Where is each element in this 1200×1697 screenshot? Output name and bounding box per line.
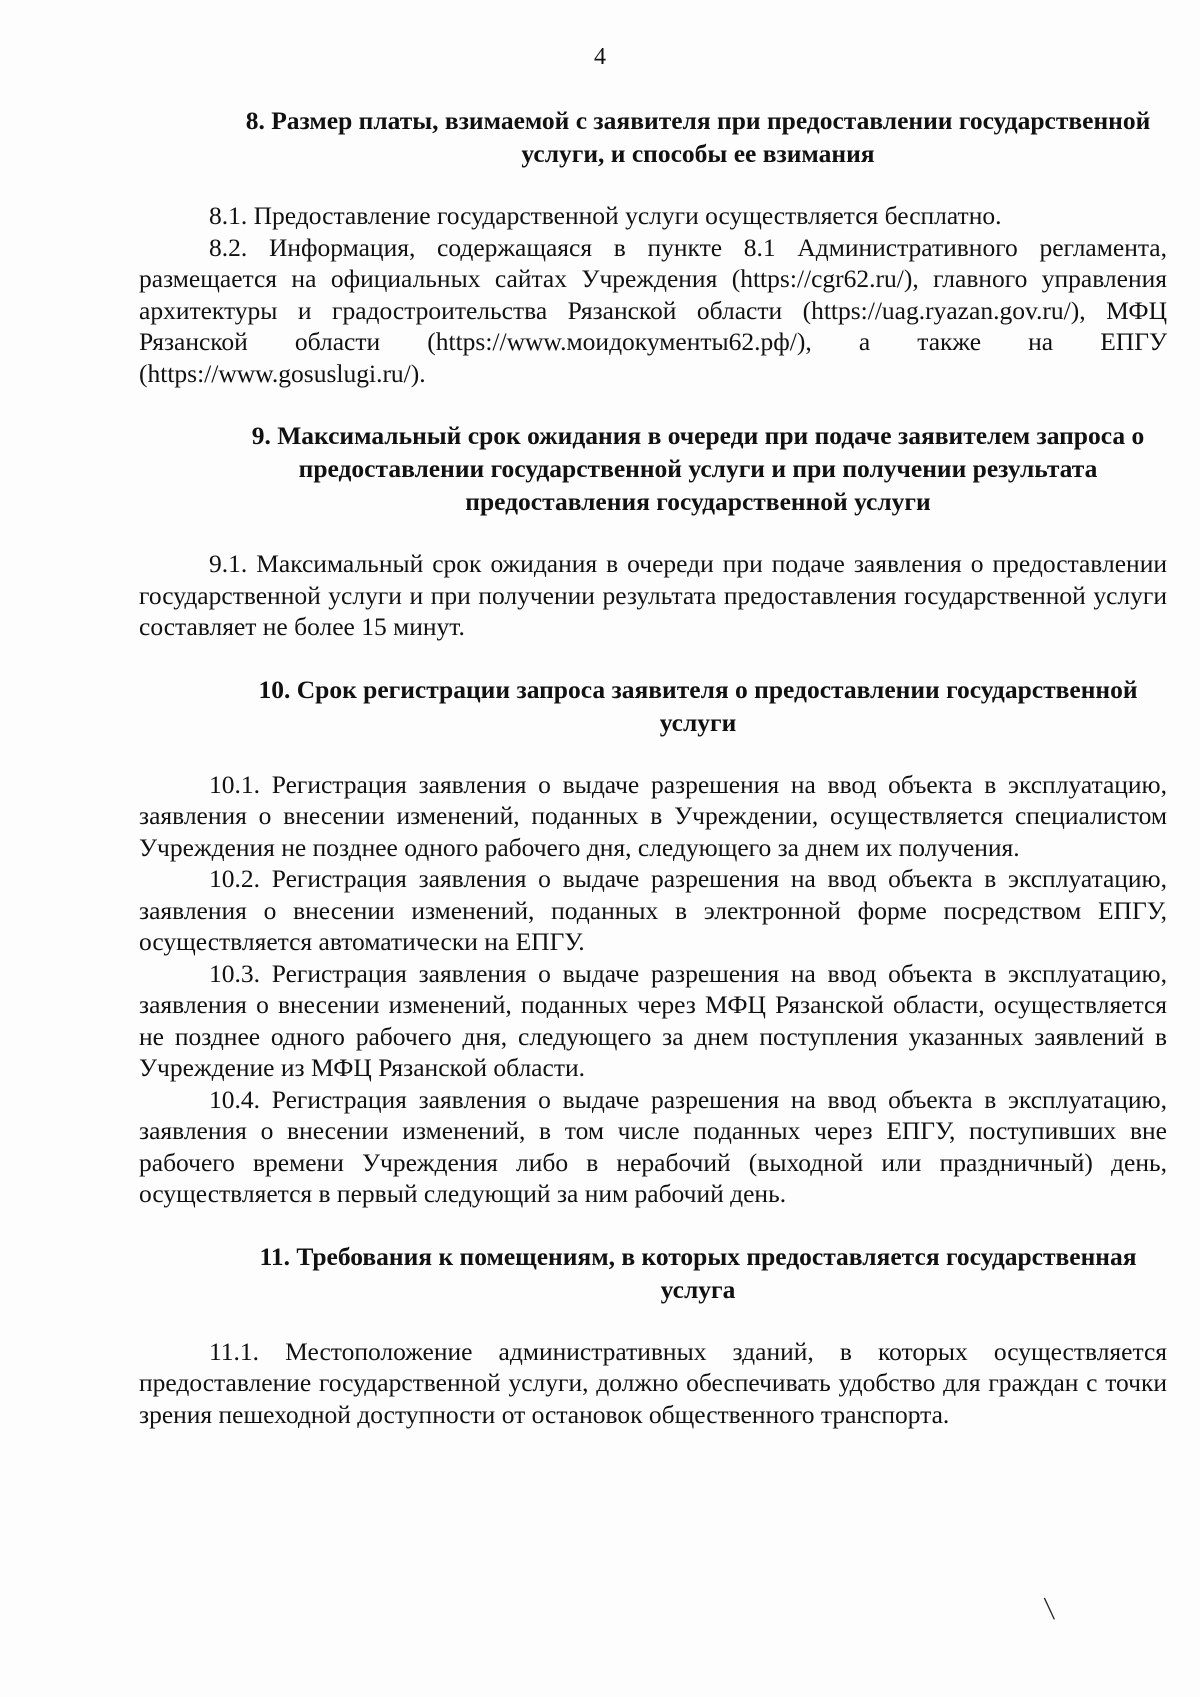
section-heading: 8. Размер платы, взимаемой с заявителя при предоставлении государственной услуги, и способы ее взимания — [245, 106, 1151, 168]
paragraph: 9.1. Максимальный срок ожидания в очереди при подаче заявления о предоставлении государственной услуги и при получении результата предоставления государственной услуги составляет не более 15 минут. — [139, 549, 1167, 641]
paragraph: 10.1. Регистрация заявления о выдаче разрешения на ввод объекта в эксплуатацию, заявления о внесении изменений, поданных в Учреждении, осуществляется специалистом Учреждения не позднее одного рабочего дня, следующего за днем их получения. — [139, 769, 1167, 862]
paragraph: 10.3. Регистрация заявления о выдаче разрешения на ввод объекта в эксплуатацию, заявления о внесении изменений, поданных через МФЦ Рязанской области, осуществляется не позднее одного рабочего дня, следующего за днем поступления указанных заявлений в Учреждение из МФЦ Рязанской области. — [139, 958, 1167, 1082]
document-body — [139, 104, 1167, 1430]
section-11 — [139, 1240, 1167, 1431]
section-8 — [139, 104, 1167, 389]
section-heading: 10. Срок регистрации запроса заявителя о предоставлении государственной услуги — [258, 674, 1138, 737]
section-10 — [139, 673, 1167, 1210]
paragraph: 8.1. Предоставление государственной услуги осуществляется бесплатно. — [209, 201, 1002, 230]
paragraph: 11.1. Местоположение административных зданий, в которых осуществляется предоставление государственной услуги, должно обеспечивать удобство для граждан с точки зрения пешеходной доступности от остановок общественного транспорта. — [139, 1336, 1167, 1429]
page-number: 4 — [594, 44, 606, 70]
section-9 — [139, 419, 1167, 643]
paragraph: 10.4. Регистрация заявления о выдаче разрешения на ввод объекта в эксплуатацию, заявления о внесении изменений, в том числе поданных через ЕПГУ, поступивших вне рабочего времени Учреждения либо в нерабочий (выходной или праздничный) день, осуществляется в первый следующий за ним рабочий день. — [139, 1084, 1167, 1208]
section-heading: 11. Требования к помещениям, в которых предоставляется государственная услуга — [259, 1241, 1137, 1304]
paragraph: 8.2. Информация, содержащаяся в пункте 8.1 Административного регламента, размещается на официальных сайтах Учреждения (https://cgr62.ru/), главного управления архитектуры и градостроительства Рязанской области (https://uag.ryazan.gov.ru/), МФЦ Рязанской области (https://www.моидокументы62.рф/), а также на ЕПГУ (https://www.gosuslugi.ru/). — [139, 232, 1167, 388]
section-heading: 9. Максимальный срок ожидания в очереди при подаче заявителем запроса о предоставлении государственной услуги и при получении результата предоставления государственной услуги — [251, 421, 1145, 516]
pen-mark: | — [1039, 1592, 1057, 1621]
paragraph: 10.2. Регистрация заявления о выдаче разрешения на ввод объекта в эксплуатацию, заявления о внесении изменений, поданных в электронной форме посредством ЕПГУ, осуществляется автоматически на ЕПГУ. — [139, 864, 1167, 956]
